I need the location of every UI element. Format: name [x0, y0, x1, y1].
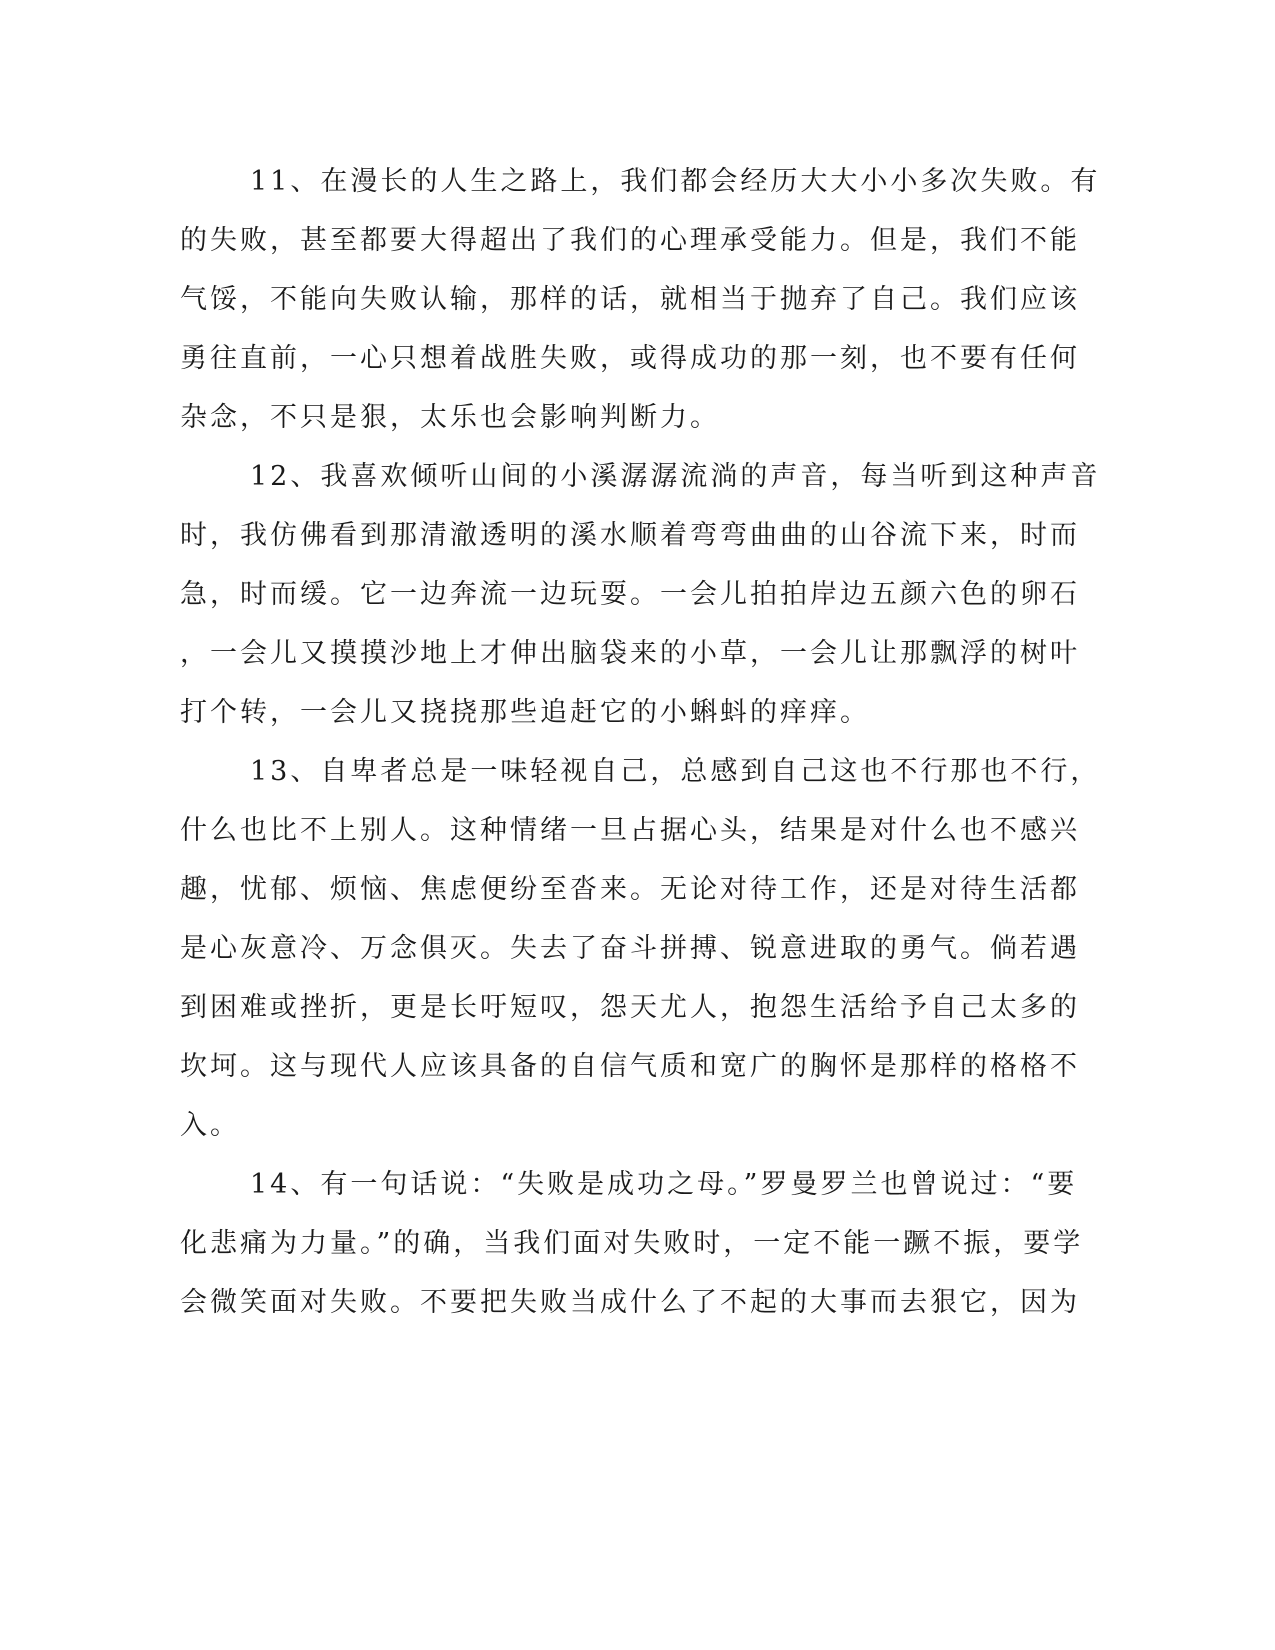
paragraph-12	[180, 447, 1101, 742]
text-line: 杂念，不只是狠，太乐也会影响判断力。	[180, 402, 720, 433]
text-line: 12、我喜欢倾听山间的小溪潺潺流淌的声音，每当听到这种声音	[250, 461, 1101, 492]
text-line: 化悲痛为力量。”的确，当我们面对失败时，一定不能一蹶不振，要学	[180, 1228, 1084, 1259]
paragraph-14	[180, 1155, 1084, 1332]
text-line: 打个转，一会儿又挠挠那些追赶它的小蝌蚪的痒痒。	[180, 697, 870, 728]
text-line: 趣，忧郁、烦恼、焦虑便纷至沓来。无论对待工作，还是对待生活都	[180, 874, 1080, 905]
text-line: 什么也比不上别人。这种情绪一旦占据心头，结果是对什么也不感兴	[180, 815, 1080, 846]
document-body	[180, 152, 1101, 1332]
text-line: 坎坷。这与现代人应该具备的自信气质和宽广的胸怀是那样的格格不	[180, 1051, 1080, 1082]
text-line: 时，我仿佛看到那清澈透明的溪水顺着弯弯曲曲的山谷流下来，时而	[180, 520, 1080, 551]
text-line: 14、有一句话说：“失败是成功之母。”罗曼罗兰也曾说过：“要	[250, 1169, 1078, 1200]
text-line: 入。	[180, 1110, 240, 1141]
text-line: 急，时而缓。它一边奔流一边玩耍。一会儿拍拍岸边五颜六色的卵石	[180, 579, 1080, 610]
text-line: 勇往直前，一心只想着战胜失败，或得成功的那一刻，也不要有任何	[180, 343, 1080, 374]
text-line: 到困难或挫折，更是长吁短叹，怨天尤人，抱怨生活给予自己太多的	[180, 992, 1080, 1023]
paragraph-11	[180, 152, 1101, 447]
text-line: ，一会儿又摸摸沙地上才伸出脑袋来的小草，一会儿让那飘浮的树叶	[180, 638, 1080, 669]
text-line: 11、在漫长的人生之路上，我们都会经历大大小小多次失败。有	[250, 166, 1101, 197]
text-line: 的失败，甚至都要大得超出了我们的心理承受能力。但是，我们不能	[180, 225, 1080, 256]
text-line: 气馁，不能向失败认输，那样的话，就相当于抛弃了自己。我们应该	[180, 284, 1080, 315]
text-line: 是心灰意冷、万念俱灭。失去了奋斗拼搏、锐意进取的勇气。倘若遇	[180, 933, 1080, 964]
text-line: 13、自卑者总是一味轻视自己，总感到自己这也不行那也不行，	[250, 756, 1101, 787]
paragraph-13	[180, 742, 1101, 1155]
text-line: 会微笑面对失败。不要把失败当成什么了不起的大事而去狠它，因为	[180, 1287, 1080, 1318]
